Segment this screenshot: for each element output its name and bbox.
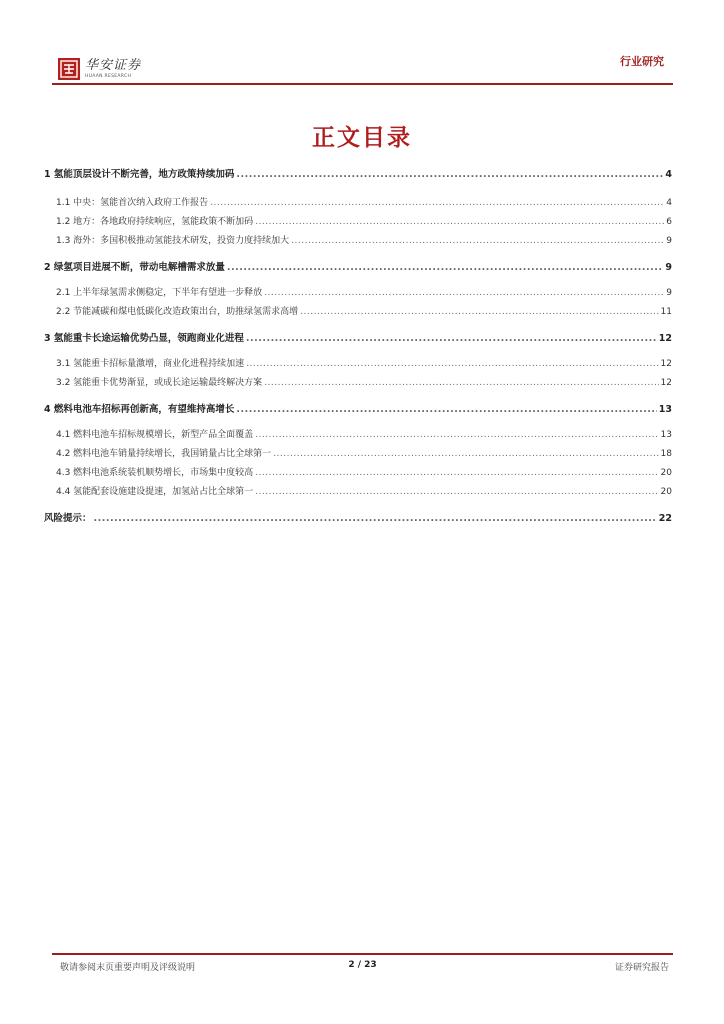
logo-chinese-name: 华安证券 bbox=[85, 57, 142, 73]
toc-leader-dots bbox=[94, 513, 657, 524]
toc-leader-dots bbox=[264, 288, 664, 298]
toc-entry-3[interactable] bbox=[44, 330, 672, 348]
toc-leader-dots bbox=[255, 487, 658, 497]
toc-entry-1-1[interactable] bbox=[44, 195, 672, 213]
toc-entry-text: 1 氢能顶层设计不断完善，地方政策持续加码 bbox=[44, 169, 235, 180]
toc-leader-dots bbox=[291, 236, 664, 246]
toc-entry-page: 22 bbox=[658, 513, 672, 524]
toc-entry-page: 4 bbox=[665, 169, 672, 180]
toc-entry-page: 12 bbox=[660, 359, 672, 369]
page-header bbox=[0, 0, 724, 90]
toc-entry-page: 12 bbox=[660, 378, 672, 388]
footer-disclaimer: 敬请参阅末页重要声明及评级说明 bbox=[60, 963, 196, 973]
toc-entry-text: 1.3 海外：多国积极推动氢能技术研发，投资力度持续加大 bbox=[56, 236, 290, 246]
toc-entry-text: 4.4 氢能配套设施建设提速，加氢站占比全球第一 bbox=[56, 487, 254, 497]
toc-entry-text: 2.1 上半年绿氢需求侧稳定，下半年有望进一步释放 bbox=[56, 288, 263, 298]
toc-entry-1-2[interactable] bbox=[44, 214, 672, 232]
logo-english-name: HUAAN RESEARCH bbox=[85, 73, 132, 79]
toc-entry-4-2[interactable] bbox=[44, 446, 672, 464]
huaan-logo bbox=[58, 58, 141, 80]
toc-leader-dots bbox=[210, 198, 664, 208]
toc-entry-text: 3.1 氢能重卡招标量激增，商业化进程持续加速 bbox=[56, 359, 245, 369]
toc-leader-dots bbox=[236, 169, 663, 180]
toc-entry-1[interactable] bbox=[44, 166, 672, 184]
toc-entry-text: 4.1 燃料电池车招标规模增长，新型产品全面覆盖 bbox=[56, 430, 254, 440]
toc-entry-text: 风险提示： bbox=[44, 513, 92, 524]
toc-leader-dots bbox=[255, 468, 658, 478]
toc-entry-2-1[interactable] bbox=[44, 285, 672, 303]
toc-entry-4[interactable] bbox=[44, 401, 672, 419]
toc-entry-page: 13 bbox=[658, 404, 672, 415]
toc-entry-2-2[interactable] bbox=[44, 304, 672, 322]
toc-entry-3-2[interactable] bbox=[44, 375, 672, 393]
toc-entry-4-1[interactable] bbox=[44, 427, 672, 445]
toc-entry-3-1[interactable] bbox=[44, 356, 672, 374]
toc-entry-page: 4 bbox=[666, 198, 672, 208]
footer-doc-type: 证券研究报告 bbox=[614, 963, 669, 973]
toc-leader-dots bbox=[246, 359, 658, 369]
footer-divider bbox=[52, 953, 673, 955]
toc-entry-text: 2 绿氢项目进展不断，带动电解槽需求放量 bbox=[44, 262, 225, 273]
toc-entry-page: 12 bbox=[658, 333, 672, 344]
toc-title: 正文目录 bbox=[312, 125, 412, 151]
page-number: 2 / 23 bbox=[348, 960, 377, 970]
toc-leader-dots bbox=[246, 333, 657, 344]
toc-entry-risk[interactable] bbox=[44, 510, 672, 528]
toc-entry-text: 3.2 氢能重卡优势渐显，或成长途运输最终解决方案 bbox=[56, 378, 263, 388]
toc-entry-page: 9 bbox=[666, 288, 672, 298]
huaan-seal-icon bbox=[58, 58, 80, 80]
toc-leader-dots bbox=[255, 430, 658, 440]
page-footer bbox=[52, 960, 673, 974]
toc-leader-dots bbox=[264, 378, 658, 388]
toc-entry-page: 18 bbox=[660, 449, 672, 459]
toc-entry-4-3[interactable] bbox=[44, 465, 672, 483]
header-divider bbox=[52, 83, 673, 85]
toc-entry-page: 13 bbox=[660, 430, 672, 440]
toc-entry-text: 4.2 燃料电池车销量持续增长，我国销量占比全球第一 bbox=[56, 449, 272, 459]
toc-leader-dots bbox=[227, 262, 663, 273]
toc-leader-dots bbox=[300, 307, 658, 317]
toc-entry-text: 4.3 燃料电池系统装机顺势增长，市场集中度较高 bbox=[56, 468, 254, 478]
toc-entry-page: 11 bbox=[660, 307, 672, 317]
toc-entry-page: 20 bbox=[660, 487, 672, 497]
toc-entry-page: 9 bbox=[665, 262, 672, 273]
toc-leader-dots bbox=[255, 217, 664, 227]
toc-entry-text: 2.2 节能减碳和煤电低碳化改造政策出台，助推绿氢需求高增 bbox=[56, 307, 299, 317]
toc-entry-text: 3 氢能重卡长途运输优势凸显，领跑商业化进程 bbox=[44, 333, 244, 344]
toc-entry-text: 1.1 中央：氢能首次纳入政府工作报告 bbox=[56, 198, 209, 208]
toc-entry-4-4[interactable] bbox=[44, 484, 672, 502]
toc-leader-dots bbox=[273, 449, 658, 459]
toc-entry-page: 9 bbox=[666, 236, 672, 246]
toc-entry-page: 6 bbox=[666, 217, 672, 227]
report-type-label: 行业研究 bbox=[620, 55, 664, 68]
toc-entry-text: 1.2 地方：各地政府持续响应，氢能政策不断加码 bbox=[56, 217, 254, 227]
toc-entry-page: 20 bbox=[660, 468, 672, 478]
toc-entry-2[interactable] bbox=[44, 259, 672, 277]
toc-entry-text: 4 燃料电池车招标再创新高，有望维持高增长 bbox=[44, 404, 235, 415]
toc-entry-1-3[interactable] bbox=[44, 233, 672, 251]
toc-leader-dots bbox=[236, 404, 656, 415]
